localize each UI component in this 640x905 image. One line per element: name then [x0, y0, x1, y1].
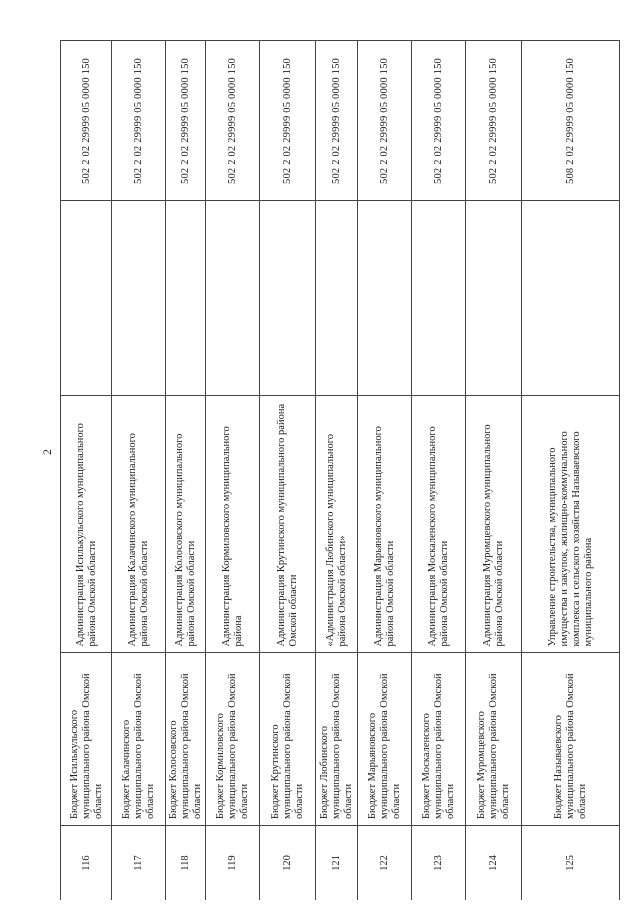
budget-text: Бюджет Кормиловского муниципального района Омской области [214, 673, 250, 819]
admin-cell [260, 395, 315, 652]
budget-text: Бюджет Крутинского муниципального района Омской области [269, 673, 305, 819]
code-cell [358, 40, 411, 201]
budget-text: Бюджет Колосовского муниципального района Омской области [167, 673, 203, 819]
budget-cell [166, 652, 205, 825]
budget-text: Бюджет Марьяновского муниципального района Омской области [366, 673, 402, 819]
num-text: 124 [487, 855, 499, 871]
code-cell [166, 40, 205, 201]
budget-text: Бюджет Называевского муниципального района Омской области [552, 673, 588, 819]
admin-cell [358, 395, 411, 652]
code-text: 502 2 02 29999 05 0000 150 [330, 57, 342, 184]
document-table [60, 40, 594, 900]
budget-cell [358, 652, 411, 825]
num-text: 116 [80, 855, 92, 871]
table-row [412, 40, 466, 900]
num-cell [112, 825, 165, 900]
code-text: 502 2 02 29999 05 0000 150 [378, 57, 390, 184]
budget-cell [412, 652, 465, 825]
admin-cell [112, 395, 165, 652]
code-text: 502 2 02 29999 05 0000 150 [487, 57, 499, 184]
num-text: 117 [132, 855, 144, 871]
gap-cell [206, 201, 259, 395]
admin-cell [522, 395, 619, 652]
num-cell [412, 825, 465, 900]
budget-cell [522, 652, 619, 825]
admin-text: Администрация Исилькульского муниципального района Омской области [74, 423, 98, 647]
gap-cell [358, 201, 411, 395]
num-text: 121 [330, 855, 342, 871]
budget-cell [466, 652, 521, 825]
table-row [60, 40, 112, 900]
num-cell [166, 825, 205, 900]
admin-cell [206, 395, 259, 652]
admin-text: Администрация Москаленского муниципального района Омской области [426, 426, 450, 647]
gap-cell [166, 201, 205, 395]
code-text: 502 2 02 29999 05 0000 150 [179, 57, 191, 184]
admin-text: Управление строительства, муниципального имущества и закупок, жилищно-коммунального комплекса и сельского хозяйства Называевского муниципального района [546, 431, 594, 647]
budget-text: Бюджет Калачинского муниципального района Омской области [120, 673, 156, 819]
code-cell [316, 40, 357, 201]
num-cell [316, 825, 357, 900]
budget-cell [112, 652, 165, 825]
code-text: 502 2 02 29999 05 0000 150 [132, 57, 144, 184]
admin-text: Администрация Калачинского муниципального района Омской области [126, 433, 150, 647]
code-cell [112, 40, 165, 201]
gap-cell [260, 201, 315, 395]
num-cell [206, 825, 259, 900]
table-row [522, 40, 620, 900]
num-text: 120 [281, 855, 293, 871]
code-text: 502 2 02 29999 05 0000 150 [226, 57, 238, 184]
gap-cell [61, 201, 112, 395]
page-number: 2 [40, 449, 54, 455]
code-cell [206, 40, 259, 201]
gap-cell [412, 201, 465, 395]
num-text: 125 [564, 855, 576, 871]
num-cell [61, 825, 112, 900]
budget-cell [260, 652, 315, 825]
table-row [206, 40, 260, 900]
num-cell [358, 825, 411, 900]
budget-cell [206, 652, 259, 825]
code-text: 502 2 02 29999 05 0000 150 [432, 57, 444, 184]
admin-text: Администрация Кормиловского муниципального района [220, 426, 244, 647]
budget-text: Бюджет Москаленского муниципального района Омской области [420, 673, 456, 819]
admin-cell [61, 395, 112, 652]
code-cell [61, 40, 112, 201]
admin-cell [466, 395, 521, 652]
code-cell [260, 40, 315, 201]
table-row [166, 40, 206, 900]
num-text: 123 [432, 855, 444, 871]
num-text: 118 [179, 855, 191, 871]
admin-text: «Администрация Любинского муниципального района Омской области» [324, 433, 348, 647]
num-text: 122 [378, 855, 390, 871]
num-cell [522, 825, 619, 900]
num-cell [466, 825, 521, 900]
code-text: 502 2 02 29999 05 0000 150 [281, 57, 293, 184]
gap-cell [316, 201, 357, 395]
gap-cell [466, 201, 521, 395]
admin-text: Администрация Колосовского муниципального района Омской области [173, 433, 197, 647]
gap-cell [112, 201, 165, 395]
budget-text: Бюджет Муромцевского муниципального района Омской области [475, 673, 511, 819]
num-cell [260, 825, 315, 900]
admin-text: Администрация Крутинского муниципального района Омской области [275, 403, 299, 647]
table-row [358, 40, 412, 900]
budget-cell [61, 652, 112, 825]
budget-cell [316, 652, 357, 825]
code-cell [466, 40, 521, 201]
budget-text: Бюджет Любинского муниципального района Омской области [318, 673, 354, 819]
table-row [112, 40, 166, 900]
admin-text: Администрация Марьяновского муниципального района Омской области [372, 426, 396, 647]
admin-cell [412, 395, 465, 652]
code-cell [412, 40, 465, 201]
table-row [466, 40, 522, 900]
gap-cell [522, 201, 619, 395]
budget-text: Бюджет Исилькульского муниципального района Омской области [68, 673, 104, 819]
code-text: 502 2 02 29999 05 0000 150 [80, 57, 92, 184]
admin-cell [316, 395, 357, 652]
code-text: 508 2 02 29999 05 0000 150 [564, 57, 576, 184]
admin-cell [166, 395, 205, 652]
admin-text: Администрация Муромцевского муниципального района Омской области [481, 424, 505, 647]
table-row [316, 40, 358, 900]
table-row [260, 40, 316, 900]
code-cell [522, 40, 619, 201]
num-text: 119 [226, 855, 238, 871]
